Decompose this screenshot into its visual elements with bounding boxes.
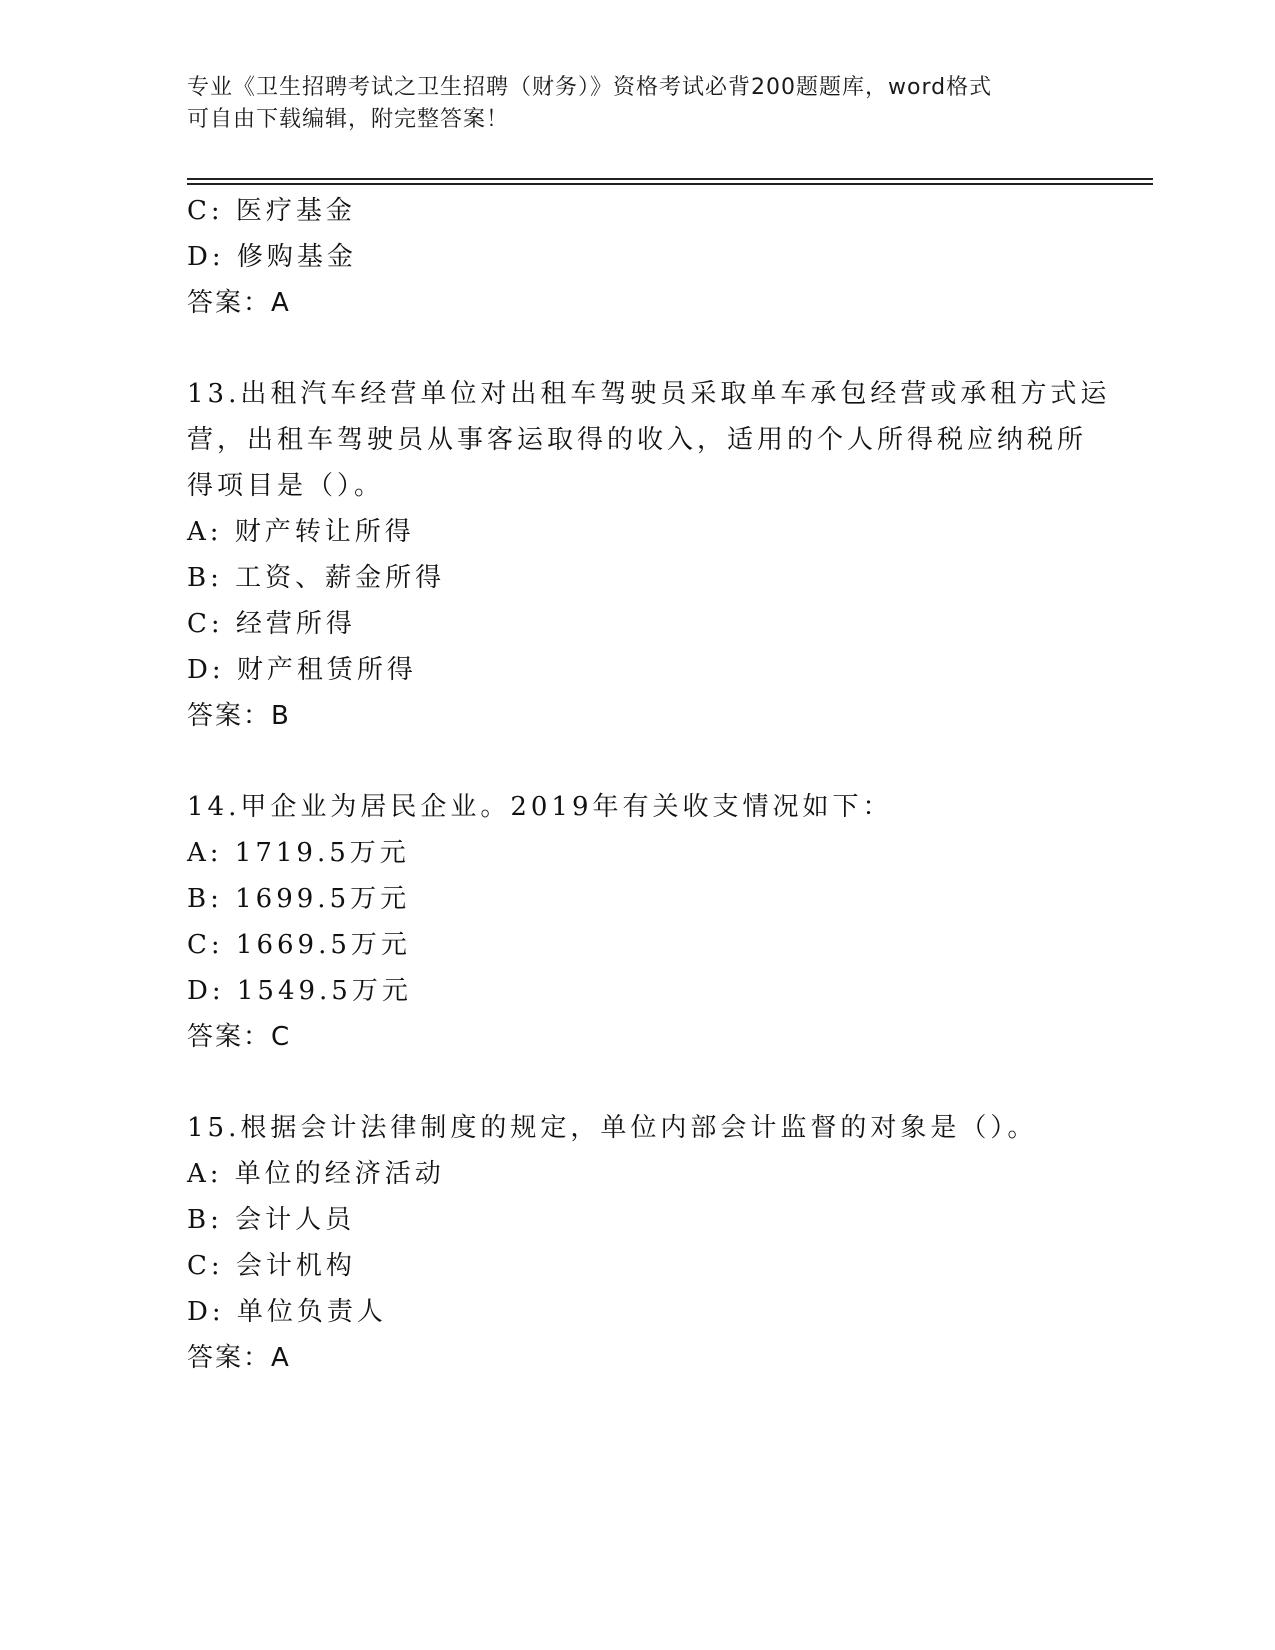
question-13 [187,371,1111,739]
spacer [187,326,1087,371]
document-header [187,72,1067,136]
option-c: C: 医疗基金 [187,196,356,226]
option-d: D: 单位负责人 [187,1297,387,1327]
question-stem-line: 15.根据会计法律制度的规定，单位内部会计监督的对象是（）。 [187,1113,1038,1143]
question-stem-line: 13.出租汽车经营单位对出租车驾驶员采取单车承包经营或承租方式运 [187,379,1111,409]
header-title-line-2: 可自由下载编辑，附完整答案！ [187,107,510,132]
question-stem-line: 得项目是（）。 [187,471,385,501]
option-c: C: 经营所得 [187,609,356,639]
option-b: B: 会计人员 [187,1205,356,1235]
question-15 [187,1105,1087,1381]
option-b: B: 1699.5万元 [187,884,411,914]
option-c: C: 1669.5万元 [187,930,411,960]
option-a: A: 财产转让所得 [187,517,415,547]
answer-line: 答案：A [187,288,291,318]
spacer [187,739,1087,784]
option-d: D: 修购基金 [187,242,357,272]
answer-line: 答案：C [187,1022,292,1052]
question-stem-line: 营，出租车驾驶员从事客运取得的收入，适用的个人所得税应纳税所 [187,425,1088,455]
option-b: B: 工资、薪金所得 [187,563,446,593]
question-list [187,188,1111,1381]
question-stem-line: 14.甲企业为居民企业。2019年有关收支情况如下： [187,792,893,822]
answer-line: 答案：A [187,1343,291,1373]
question-14 [187,784,1087,1060]
option-a: A: 单位的经济活动 [187,1159,445,1189]
option-a: A: 1719.5万元 [187,838,410,868]
header-divider-top [187,178,1153,180]
spacer [187,1060,1087,1105]
question-12-continued [187,188,1087,326]
answer-line: 答案：B [187,701,291,731]
option-d: D: 财产租赁所得 [187,655,417,685]
option-d: D: 1549.5万元 [187,976,412,1006]
header-title-line-1: 专业《卫生招聘考试之卫生招聘（财务）》资格考试必背200题题库，word格式 [187,75,993,100]
option-c: C: 会计机构 [187,1251,356,1281]
header-divider-bottom [187,183,1153,185]
